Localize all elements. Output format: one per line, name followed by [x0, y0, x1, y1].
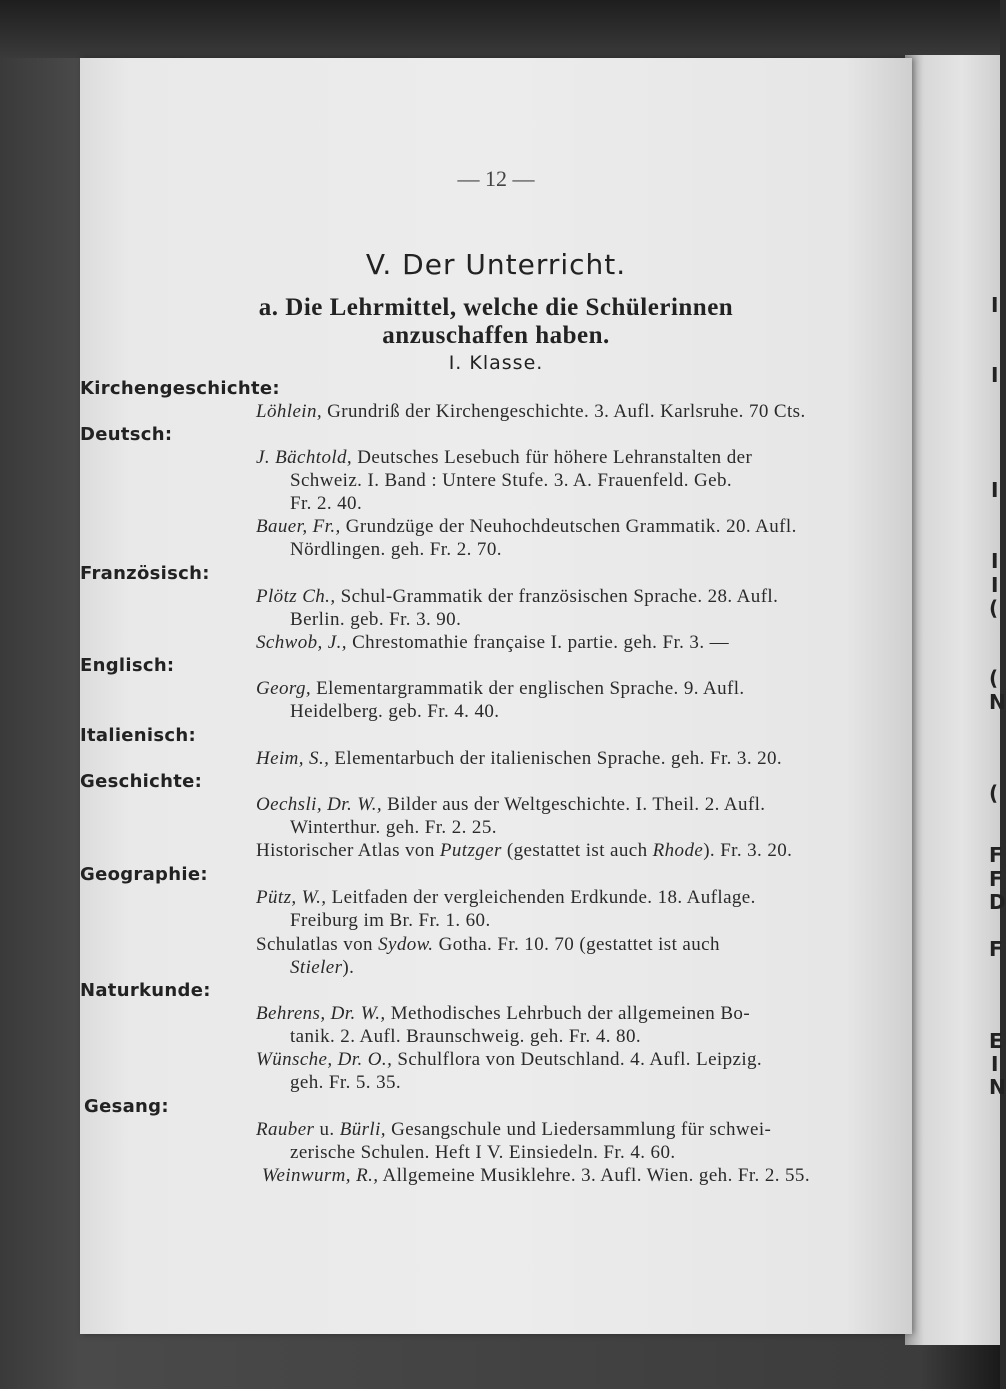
book-entry: [256, 447, 752, 469]
subject-deutsch: Deutsch:: [80, 424, 173, 445]
book-author: Bauer, Fr.,: [256, 516, 341, 537]
book-details: Bilder aus der Weltgeschichte. I. Theil. 2. Aufl.: [382, 794, 766, 815]
book-details: u.: [314, 1119, 340, 1140]
book-entry-continuation: Freiburg im Br. Fr. 1. 60.: [290, 910, 491, 931]
facing-page-fragment: N: [989, 690, 1006, 714]
class-heading: I. Klasse.: [448, 352, 544, 374]
book-author: Löhlein,: [256, 401, 323, 422]
book-details: Leitfaden der vergleichenden Erdkunde. 18. Auflage.: [326, 887, 756, 908]
section-title-line-1: a. Die Lehrmittel, welche die Schülerinnen: [258, 294, 734, 321]
subject-naturkunde: Naturkunde:: [80, 980, 211, 1001]
book-entry: [256, 401, 806, 423]
book-entry: [256, 840, 792, 862]
facing-page-fragment: I: [991, 363, 999, 387]
book-details: Schulflora von Deutschland. 4. Aufl. Leipzig.: [392, 1049, 763, 1070]
subject-kirchengeschichte: Kirchengeschichte:: [80, 378, 280, 399]
book-entry-continuation: [290, 957, 354, 979]
book-author: Schwob, J.,: [256, 632, 347, 653]
book-details: Gotha. Fr. 10. 70 (gestattet ist auch: [433, 934, 720, 955]
book-entry: [256, 632, 729, 654]
document-page: [80, 58, 912, 1334]
facing-page-fragment: N: [989, 1075, 1006, 1099]
facing-page-fragment: (: [989, 666, 999, 690]
book-details: Historischer Atlas von: [256, 840, 440, 861]
book-author: J. Bächtold,: [256, 447, 353, 468]
book-author: Stieler: [290, 957, 343, 978]
subject-gesang: Gesang:: [84, 1096, 169, 1117]
book-entry: [256, 1049, 762, 1071]
book-entry-continuation: tanik. 2. Aufl. Braunschweig. geh. Fr. 4. 80.: [290, 1026, 641, 1047]
book-author: Oechsli, Dr. W.,: [256, 794, 383, 815]
book-details: Elementargrammatik der englischen Sprache. 9. Aufl.: [311, 678, 745, 699]
book-details: Schulatlas von: [256, 934, 379, 955]
book-entry: [256, 1119, 771, 1141]
facing-page-fragment: D: [989, 890, 1006, 914]
book-details: Allgemeine Musiklehre. 3. Aufl. Wien. geh. Fr. 2. 55.: [378, 1165, 810, 1186]
book-entry: [256, 887, 756, 909]
book-author: Putzger: [439, 840, 502, 861]
book-entry-continuation: Heidelberg. geb. Fr. 4. 40.: [290, 701, 500, 722]
book-entry: [256, 1003, 750, 1025]
facing-page-fragment: F: [989, 843, 1003, 867]
book-entry: [256, 586, 778, 608]
subject-geschichte: Geschichte:: [80, 771, 203, 792]
facing-page-fragment: F: [989, 867, 1003, 891]
book-entry-continuation: Schweiz. I. Band : Untere Stufe. 3. A. Frauenfeld. Geb.: [290, 470, 733, 491]
book-details: Elementarbuch der italienischen Sprache. geh. Fr. 3. 20.: [329, 748, 783, 769]
subject-heading: [80, 378, 280, 399]
book-author: Rhode: [652, 840, 704, 861]
book-author: Sydow.: [378, 934, 434, 955]
book-entry: [256, 748, 782, 770]
facing-page-fragment: F: [989, 937, 1003, 961]
book-author: Georg,: [256, 678, 311, 699]
subject-italienisch: Italienisch:: [80, 725, 196, 746]
facing-page-fragment: I: [991, 293, 999, 317]
facing-page-fragment: (: [989, 781, 999, 805]
book-entry-continuation: Fr. 2. 40.: [290, 493, 363, 514]
book-details: ). Fr. 3. 20.: [703, 840, 793, 861]
book-details: Gesangschule und Liedersammlung für schwei-: [385, 1119, 772, 1140]
facing-page-fragment: E: [989, 1029, 1003, 1053]
book-author: Weinwurm, R.,: [262, 1165, 379, 1186]
book-author: Behrens, Dr. W.,: [256, 1003, 386, 1024]
subject-englisch: Englisch:: [80, 655, 175, 676]
book-entry-continuation: geh. Fr. 5. 35.: [290, 1072, 402, 1093]
book-details: (gestattet ist auch: [501, 840, 653, 861]
book-author: Wünsche, Dr. O.,: [256, 1049, 393, 1070]
subject-geographie: Geographie:: [80, 864, 208, 885]
facing-page-fragment: I: [991, 549, 999, 573]
facing-page-fragment: I: [991, 1052, 999, 1076]
book-entry: [256, 516, 797, 538]
book-entry: [256, 934, 720, 956]
book-entry-continuation: Berlin. geb. Fr. 3. 90.: [290, 609, 462, 630]
book-author: Rauber: [256, 1119, 315, 1140]
scan-top-edge: [0, 0, 1000, 58]
book-entry: [262, 1165, 810, 1187]
page-number: — 12 —: [457, 166, 535, 191]
book-details: Grundriß der Kirchengeschichte. 3. Aufl. Karlsruhe. 70 Cts.: [322, 401, 806, 422]
book-details: Schul-Grammatik der französischen Sprache. 28. Aufl.: [335, 586, 779, 607]
book-author: Pütz, W.,: [256, 887, 327, 908]
book-author: Bürli,: [339, 1119, 386, 1140]
book-author: Plötz Ch.,: [256, 586, 336, 607]
subject-franzoesisch: Französisch:: [80, 563, 210, 584]
book-details: Deutsches Lesebuch für höhere Lehranstalten der: [352, 447, 753, 468]
section-title-line-2: anzuschaffen haben.: [382, 322, 610, 349]
book-details: Grundzüge der Neuhochdeutschen Grammatik. 20. Aufl.: [340, 516, 797, 537]
facing-page-fragment: I: [991, 478, 999, 502]
book-entry-continuation: Nördlingen. geh. Fr. 2. 70.: [290, 539, 502, 560]
facing-page-fragment: I: [991, 573, 999, 597]
book-entry-continuation: Winterthur. geh. Fr. 2. 25.: [290, 817, 497, 838]
facing-page-fragment: (: [989, 596, 999, 620]
book-entry-continuation: zerische Schulen. Heft I V. Einsiedeln. Fr. 4. 60.: [290, 1142, 676, 1163]
book-details: Methodisches Lehrbuch der allgemeinen Bo-: [385, 1003, 751, 1024]
book-author: Heim, S.,: [256, 748, 330, 769]
book-details: Chrestomathie française I. partie. geh. Fr. 3. —: [346, 632, 730, 653]
book-details: ).: [342, 957, 355, 978]
chapter-title: V. Der Unterricht.: [365, 248, 627, 281]
book-entry: [256, 678, 745, 700]
book-entry: [256, 794, 765, 816]
